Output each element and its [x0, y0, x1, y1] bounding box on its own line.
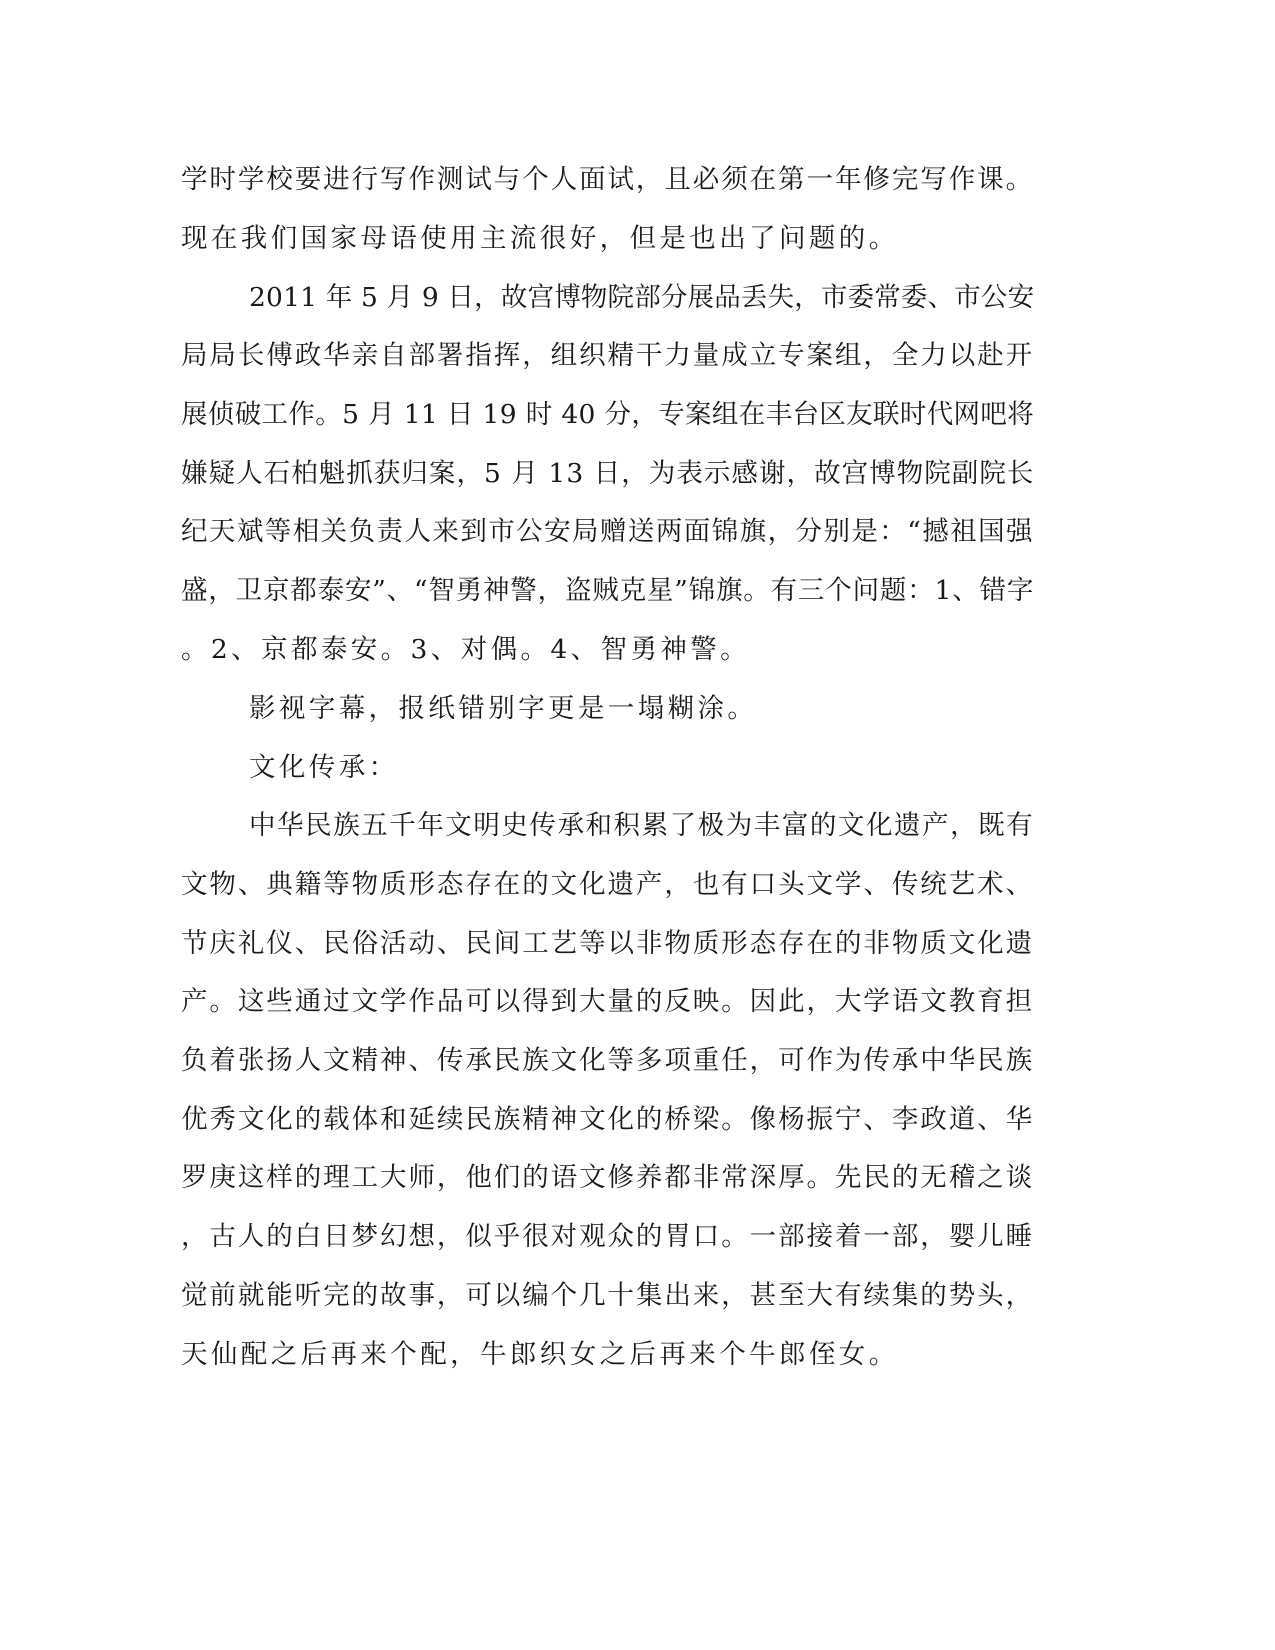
text-line-14: 节庆礼仪、民俗活动、民间工艺等以非物质形态存在的非物质文化遗: [181, 928, 1034, 959]
text-line-10: 影视字幕，报纸错别字更是一塌糊涂。: [249, 693, 758, 724]
text-line-1: 学时学校要进行写作测试与个人面试，且必须在第一年修完写作课。: [181, 164, 1034, 195]
text-line-20: 觉前就能听完的故事，可以编个几十集出来，甚至大有续集的势头，: [181, 1280, 1034, 1311]
text-line-5: 展侦破工作。5 月 11 日 19 时 40 分，专案组在丰台区友联时代网吧将: [181, 399, 1035, 430]
text-line-8: 盛，卫京都泰安”、“智勇神警，盗贼克星”锦旗。有三个问题：1、错字: [181, 575, 1035, 606]
text-line-19: ，古人的白日梦幻想，似乎很对观众的胃口。一部接着一部，婴儿睡: [181, 1221, 1034, 1252]
text-line-18: 罗庚这样的理工大师，他们的语文修养都非常深厚。先民的无稽之谈: [181, 1162, 1034, 1193]
text-line-15: 产。这些通过文学作品可以得到大量的反映。因此，大学语文教育担: [181, 986, 1034, 1017]
text-line-2: 现在我们国家母语使用主流很好，但是也出了问题的。: [181, 223, 899, 254]
text-line-16: 负着张扬人文精神、传承民族文化等多项重任，可作为传承中华民族: [181, 1045, 1034, 1076]
text-line-9: 。2、京都泰安。3、对偶。4、智勇神警。: [181, 634, 751, 665]
text-line-17: 优秀文化的载体和延续民族精神文化的桥梁。像杨振宁、李政道、华: [181, 1104, 1034, 1135]
text-line-11: 文化传承：: [249, 752, 399, 783]
text-line-21: 天仙配之后再来个配，牛郎织女之后再来个牛郎侄女。: [181, 1339, 899, 1370]
text-line-7: 纪天斌等相关负责人来到市公安局赠送两面锦旗，分别是：“撼祖国强: [181, 516, 1034, 547]
text-line-3: 2011 年 5 月 9 日，故宫博物院部分展品丢失，市委常委、市公安: [249, 282, 1035, 313]
text-line-4: 局局长傅政华亲自部署指挥，组织精干力量成立专案组，全力以赴开: [181, 340, 1034, 371]
text-line-13: 文物、典籍等物质形态存在的文化遗产，也有口头文学、传统艺术、: [181, 869, 1034, 900]
text-line-6: 嫌疑人石柏魁抓获归案，5 月 13 日，为表示感谢，故宫博物院副院长: [181, 458, 1035, 489]
text-line-12: 中华民族五千年文明史传承和积累了极为丰富的文化遗产，既有: [249, 810, 1035, 841]
